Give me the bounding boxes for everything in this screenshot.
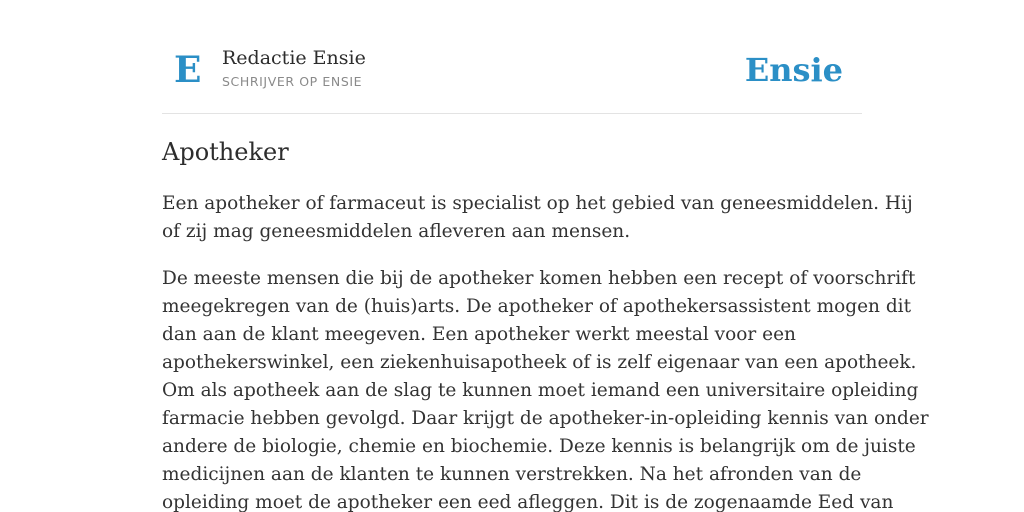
text-line: farmacie hebben gevolgd. Daar krijgt de apotheker-in-opleiding kennis van onder bbox=[162, 408, 929, 429]
text-line: apothekerswinkel, een ziekenhuisapotheek of is zelf eigenaar van een apotheek. bbox=[162, 352, 917, 373]
article-body bbox=[162, 190, 929, 512]
text-line: Om als apotheek aan de slag te kunnen moet iemand een universitaire opleiding bbox=[162, 380, 919, 401]
article-title: Apotheker bbox=[162, 138, 289, 166]
text-line: medicijnen aan de klanten te kunnen verstrekken. Na het afronden van de bbox=[162, 464, 862, 485]
author-name[interactable]: Redactie Ensie bbox=[222, 47, 366, 69]
text-line: De meeste mensen die bij de apotheker komen hebben een recept of voorschrift bbox=[162, 268, 916, 289]
text-line: Een apotheker of farmaceut is specialist op het gebied van geneesmiddelen. Hij bbox=[162, 193, 913, 214]
text-line: meegekregen van de (huis)arts. De apotheker of apothekersassistent mogen dit bbox=[162, 296, 912, 317]
text-line: opleiding moet de apotheker een eed afleggen. Dit is de zogenaamde Eed van bbox=[162, 492, 894, 512]
paragraph bbox=[162, 265, 929, 512]
text-line: dan aan de klant meegeven. Een apotheker werkt meestal voor een bbox=[162, 324, 796, 345]
paragraph bbox=[162, 190, 913, 246]
author-role: SCHRIJVER OP ENSIE bbox=[222, 74, 363, 89]
text-line: of zij mag geneesmiddelen afleveren aan mensen. bbox=[162, 221, 631, 242]
author-header bbox=[162, 0, 862, 114]
text-line: andere de biologie, chemie en biochemie. Deze kennis is belangrijk om de juiste bbox=[162, 436, 916, 457]
author-avatar[interactable]: E bbox=[174, 49, 202, 91]
brand-logo[interactable]: Ensie bbox=[744, 51, 843, 89]
